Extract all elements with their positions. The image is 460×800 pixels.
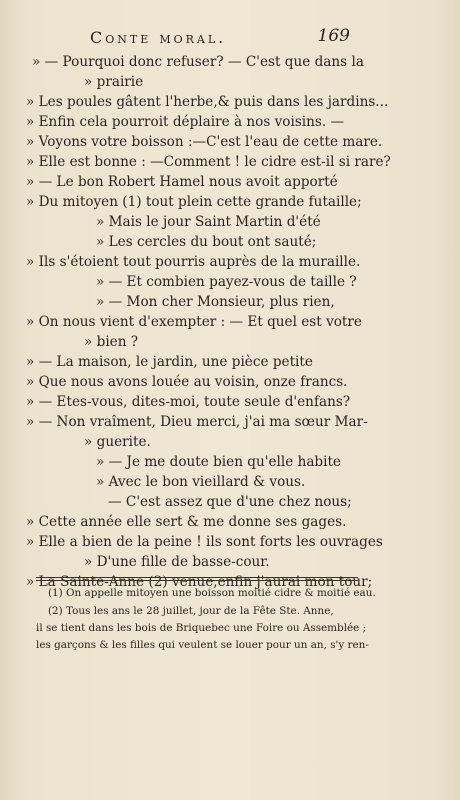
verse-line: » Cette année elle sert & me donne ses gages.: [26, 514, 347, 530]
verse-line: » Les cercles du bout ont sauté;: [96, 234, 317, 250]
verse-line: » D'une fille de basse-cour.: [84, 554, 270, 570]
verse-line: » — Pourquoi donc refuser? — C'est que dans la: [32, 54, 364, 70]
verse-line: » Que nous avons louée au voisin, onze francs.: [26, 374, 348, 390]
verse-line: » — La maison, le jardin, une pièce petite: [26, 354, 313, 370]
verse-line: » — Et combien payez-vous de taille ?: [96, 274, 357, 290]
verse-line: » Du mitoyen (1) tout plein cette grande futaille;: [26, 194, 362, 210]
verse-line: » La Sainte-Anne (2) venue,enfin j'aurai mon tour;: [26, 574, 373, 590]
verse-line: » Ils s'étoient tout pourris auprès de la muraille.: [26, 254, 361, 270]
page-number: 169: [317, 26, 350, 46]
footnote-line: les garçons & les filles qui veulent se louer pour un an, s'y ren-: [36, 639, 369, 651]
verse-line: » Voyons votre boisson :—C'est l'eau de cette mare.: [26, 134, 383, 150]
running-title: Conte moral.: [90, 28, 227, 47]
verse-line: » Elle est bonne : —Comment ! le cidre est-il si rare?: [26, 154, 391, 170]
verse-line: » Mais le jour Saint Martin d'été: [96, 214, 321, 230]
verse-line: » On nous vient d'exempter : — Et quel est votre: [26, 314, 362, 330]
footnote-line: il se tient dans les bois de Briquebec une Foire ou Assemblée ;: [36, 622, 367, 634]
verse-line: » — Etes-vous, dites-moi, toute seule d'enfans?: [26, 394, 351, 410]
footnote-line: (1) On appelle mitoyen une boisson moitié cidre & moitié eau.: [48, 587, 376, 599]
verse-line: » prairie: [84, 74, 144, 90]
verse-line: — C'est assez que d'une chez nous;: [108, 494, 352, 510]
running-head: [0, 28, 460, 50]
verse-line: » Elle a bien de la peine ! ils sont forts les ouvrages: [26, 534, 383, 550]
verse-line: » — Non vraîment, Dieu merci, j'ai ma sœur Mar-: [26, 414, 368, 430]
verse-line: » Les poules gâtent l'herbe,& puis dans les jardins...: [26, 94, 389, 110]
verse-line: » Enfin cela pourroit déplaire à nos voisins. —: [26, 114, 345, 130]
verse-line: » bien ?: [84, 334, 139, 350]
verse-line: » — Mon cher Monsieur, plus rien,: [96, 294, 335, 310]
footnote-rule: [36, 577, 358, 581]
verse-line: » guerite.: [84, 434, 151, 450]
verse-line: » — Le bon Robert Hamel nous avoit apporté: [26, 174, 338, 190]
footnote-line: (2) Tous les ans le 28 juillet, jour de la Fête Ste. Anne,: [48, 605, 334, 617]
verse-line: » Avec le bon vieillard & vous.: [96, 474, 306, 490]
verse-line: » — Je me doute bien qu'elle habite: [96, 454, 341, 470]
